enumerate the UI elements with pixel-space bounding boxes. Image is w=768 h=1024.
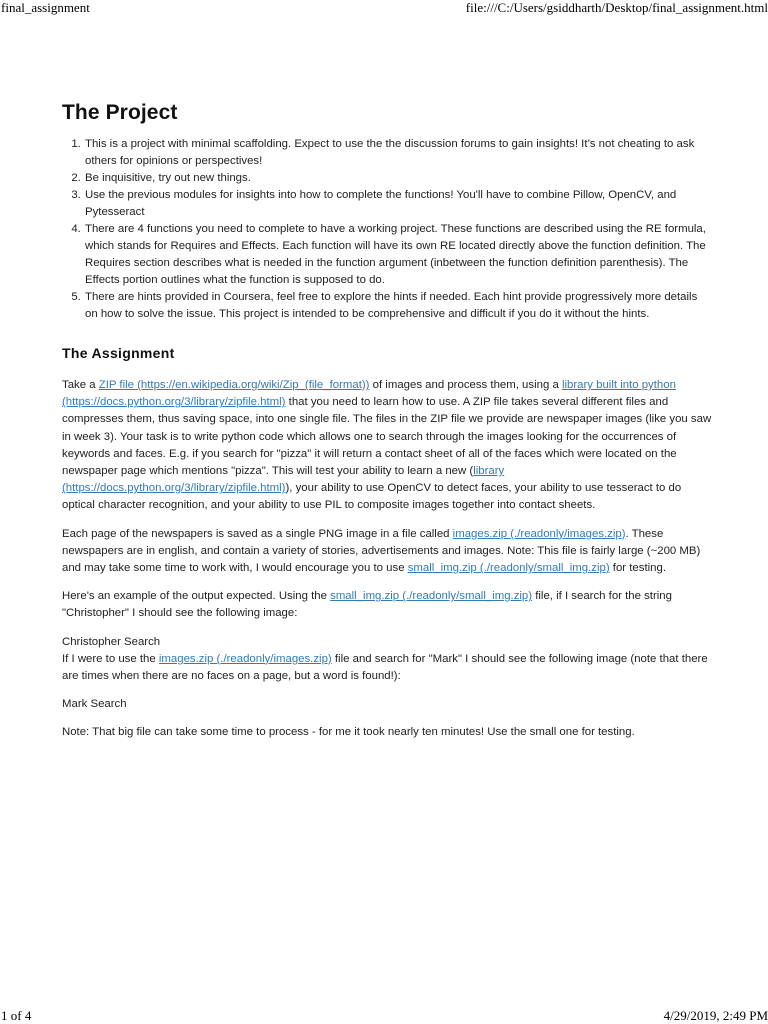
assignment-paragraph-example [62, 588, 712, 622]
project-heading: The Project [62, 101, 178, 124]
zipfile-library-link[interactable]: library built into python (https://docs.python.org/3/library/zipfile.html) [62, 379, 676, 409]
assignment-heading: The Assignment [62, 345, 175, 361]
text-span: If I were to use the [62, 652, 159, 665]
text-span: . These newspapers are in english, and contain a variety of stories, advertisements and images. Note: This file is fairly large (~200 MB) and may take some time to work with, I would encourage you to use [62, 527, 701, 575]
print-footer [0, 1008, 768, 1024]
assignment-paragraph-mark [62, 651, 712, 685]
text-span: ), your ability to use OpenCV to detect faces, your ability to use tesseract to do optical character recognition, and your ability to use PIL to composite images together into contact sheets. [62, 482, 682, 512]
project-list [62, 136, 712, 323]
library-link[interactable]: library (https://docs.python.org/3/library/zipfile.html) [62, 465, 505, 495]
small-img-zip-link[interactable]: small_img.zip (./readonly/small_img.zip) [330, 590, 533, 603]
print-header [0, 0, 768, 16]
small-img-zip-link[interactable]: small_img.zip (./readonly/small_img.zip) [407, 562, 610, 575]
project-list-item: 5. There are hints provided in Coursera, feel free to explore the hints if needed. Each hint provide progressively more details on how to solve the issue. This project is intended to be comprehensive and difficult if you do it without the hints. [84, 289, 712, 323]
text-span: file and search for "Mark" I should see the following image (note that there are times when there are no faces on a page, but a word is found!): [62, 652, 708, 683]
print-datetime: 4/29/2019, 2:49 PM [663, 1008, 768, 1023]
document-body [62, 98, 712, 742]
text-span: that you need to learn how to use. A ZIP file takes several different files and compresses them, thus saving space, into one single file. The files in the ZIP file we provide are newspaper images (like you saw in week 3). Your task is to write python code which allows one to search through the images looking for the occurrences of keywords and faces. E.g. if you search for "pizza" it will return a contact sheet of all of the faces which were located on the newspaper page which mentions "pizza". This will test your ability to learn a new ( [62, 396, 712, 478]
text-span: Each page of the newspapers is saved as a single PNG image in a file called [62, 527, 453, 540]
images-zip-link[interactable]: images.zip (./readonly/images.zip) [452, 527, 626, 540]
text-span: for testing. [609, 562, 666, 575]
christopher-search-caption: Christopher Search [62, 635, 161, 648]
images-zip-link[interactable]: images.zip (./readonly/images.zip) [158, 652, 332, 665]
text-span: Here's an example of the output expected. Using the [62, 590, 331, 603]
project-list-item: 1. This is a project with minimal scaffolding. Expect to use the the discussion forums to gain insights! It’s not cheating to ask others for opinions or perspectives! [84, 136, 712, 170]
mark-search-caption: Mark Search [62, 698, 127, 711]
print-header-title: final_assignment [1, 0, 90, 15]
assignment-paragraph-files [62, 526, 712, 578]
project-list-item: 4. There are 4 functions you need to complete to have a working project. These functions are described using the RE formula, which stands for Requires and Effects. Each function will have its own RE located directly above the function definition. The Requires section describes what is needed in the function argument (inbetween the function definition parenthesis). The Effects portion outlines what the function is supposed to do. [84, 221, 712, 289]
assignment-note: Note: That big file can take some time to process - for me it took nearly ten minutes! Use the small one for testing. [62, 726, 635, 739]
zip-file-link[interactable]: ZIP file (https://en.wikipedia.org/wiki/Zip_(file_format)) [98, 379, 370, 391]
page-number: 1 of 4 [1, 1008, 32, 1023]
text-span: file, if I search for the string "Christopher" I should see the following image: [62, 590, 672, 620]
assignment-paragraph-intro [62, 377, 712, 515]
print-header-url: file:///C:/Users/gsiddharth/Desktop/final_assignment.html [465, 0, 768, 15]
text-span: Take a [62, 379, 99, 391]
text-span: of images and process them, using a [369, 379, 562, 391]
project-list-item: 2. Be inquisitive, try out new things. [84, 170, 712, 187]
project-list-item: 3. Use the previous modules for insights into how to complete the functions! You'll have to combine Pillow, OpenCV, and Pytesseract [84, 187, 712, 221]
